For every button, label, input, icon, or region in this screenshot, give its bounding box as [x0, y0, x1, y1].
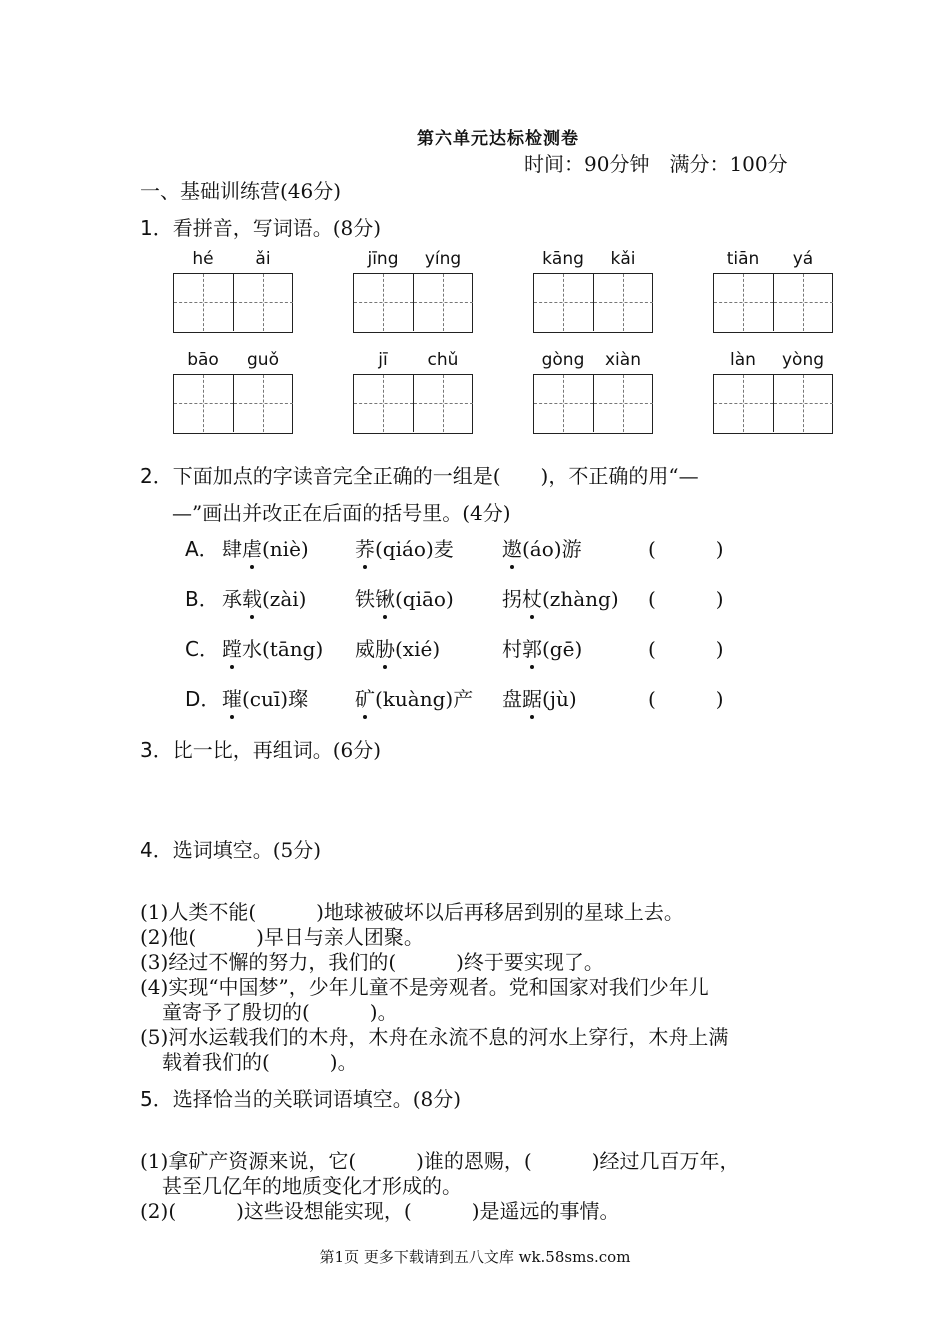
option-word [355, 583, 454, 612]
answer-parentheses[interactable]: ( ) [648, 537, 724, 561]
dotted-char: 蹚 [222, 633, 242, 662]
grid-guide-horizontal [774, 403, 833, 404]
q5-line-1: (1)拿矿产资源来说，它( )谁的恩赐，( )经过几百万年， [140, 1149, 740, 1173]
grid-guide-horizontal [714, 302, 773, 303]
grid-guide-horizontal [174, 302, 233, 303]
q3-number: 3． [140, 738, 173, 762]
word-part: (zài) [262, 587, 307, 611]
word-part: (xié) [395, 637, 441, 661]
pinyin-label: xiàn [605, 350, 641, 370]
grid-guide-horizontal [414, 302, 473, 303]
grid-guide-horizontal [714, 403, 773, 404]
word-part: 水(tāng) [242, 637, 324, 661]
dotted-char: 虐 [242, 533, 262, 562]
option-label: C． [185, 637, 219, 661]
option-word [222, 533, 309, 562]
page-title: 第六单元达标检测卷 [417, 129, 579, 149]
grid-guide-horizontal [354, 302, 413, 303]
pinyin-label: kāng [542, 249, 584, 269]
tianzige-box[interactable] [353, 273, 473, 333]
pinyin-label: jīng [367, 249, 399, 269]
answer-parentheses[interactable]: ( ) [648, 687, 724, 711]
option-word [502, 633, 582, 662]
q1-heading [140, 212, 381, 241]
dotted-char: 荞 [355, 533, 375, 562]
pinyin-label: yá [792, 249, 814, 269]
dotted-char: 遨 [502, 533, 522, 562]
q1-text: 看拼音，写词语。(8分) [172, 216, 382, 240]
answer-parentheses[interactable]: ( ) [648, 637, 724, 661]
grid-guide-horizontal [534, 403, 593, 404]
writing-cell[interactable] [774, 375, 833, 432]
q4-line-2: (2)他( )早日与亲人团聚。 [140, 925, 424, 949]
pinyin-label: bāo [187, 350, 219, 370]
word-part: (zhàng) [542, 587, 619, 611]
word-part: (áo)游 [522, 537, 582, 561]
q2-number: 2． [140, 464, 173, 488]
tianzige-box[interactable] [353, 374, 473, 434]
pinyin-label: tiān [726, 249, 760, 269]
pinyin-label: ǎi [255, 249, 271, 269]
writing-cell[interactable] [234, 375, 293, 432]
dotted-char: 杖 [522, 583, 542, 612]
dotted-char: 胁 [375, 633, 395, 662]
q2-line1 [140, 460, 699, 489]
writing-cell[interactable] [594, 375, 653, 432]
pinyin-label: guǒ [247, 350, 279, 370]
writing-cell[interactable] [174, 375, 234, 432]
writing-cell[interactable] [534, 375, 594, 432]
q2-line2: —”画出并改正在后面的括号里。(4分) [172, 501, 511, 525]
writing-cell[interactable] [774, 274, 833, 331]
section-title: 一、基础训练营(46分) [140, 179, 342, 203]
word-part: (jù) [542, 687, 577, 711]
q4-number: 4． [140, 838, 173, 862]
grid-guide-horizontal [594, 302, 653, 303]
option-word [222, 683, 308, 712]
writing-cell[interactable] [534, 274, 594, 331]
option-label: A． [185, 537, 219, 561]
word-part: 承 [222, 587, 242, 611]
pinyin-label: jī [378, 350, 388, 370]
tianzige-box[interactable] [533, 273, 653, 333]
pinyin-label: làn [730, 350, 756, 370]
dotted-char: 锹 [375, 583, 395, 612]
pinyin-label: chǔ [427, 350, 459, 370]
word-part: (qiáo)麦 [375, 537, 454, 561]
q4-line-6: (5)河水运载我们的木舟，木舟在永流不息的河水上穿行，木舟上满 [140, 1025, 729, 1049]
dotted-char: 载 [242, 583, 262, 612]
q5-line-2: 甚至几亿年的地质变化才形成的。 [162, 1174, 462, 1198]
tianzige-box[interactable] [533, 374, 653, 434]
q5-heading [140, 1083, 461, 1112]
word-part: (cuī)璨 [242, 687, 309, 711]
grid-guide-horizontal [234, 302, 293, 303]
writing-cell[interactable] [594, 274, 653, 331]
option-word [222, 583, 306, 612]
word-part: (gē) [542, 637, 583, 661]
word-part: 村 [502, 637, 522, 661]
answer-parentheses[interactable]: ( ) [648, 587, 724, 611]
pinyin-label: yíng [424, 249, 462, 269]
q5-text: 选择恰当的关联词语填空。(8分) [172, 1087, 462, 1111]
option-word [502, 583, 619, 612]
word-part: 拐 [502, 587, 522, 611]
grid-guide-horizontal [414, 403, 473, 404]
grid-guide-horizontal [174, 403, 233, 404]
pinyin-label: hé [192, 249, 214, 269]
q4-line-4: (4)实现“中国梦”，少年儿童不是旁观者。党和国家对我们少年儿 [140, 975, 709, 999]
writing-cell[interactable] [714, 274, 774, 331]
writing-cell[interactable] [414, 274, 473, 331]
dotted-char: 璀 [222, 683, 242, 712]
q4-line-5: 童寄予了殷切的( )。 [162, 1000, 398, 1024]
dotted-char: 郭 [522, 633, 542, 662]
option-label: D． [185, 687, 221, 711]
page-footer: 第1页 更多下载请到五八文库 wk.58sms.com [319, 1248, 631, 1266]
writing-cell[interactable] [414, 375, 473, 432]
tianzige-box[interactable] [713, 374, 833, 434]
q5-line-3: (2)( )这些设想能实现，( )是遥远的事情。 [140, 1199, 620, 1223]
q3-text: 比一比，再组词。(6分) [172, 738, 382, 762]
pinyin-label: gòng [541, 350, 585, 370]
q5-number: 5． [140, 1087, 173, 1111]
grid-guide-horizontal [354, 403, 413, 404]
writing-cell[interactable] [174, 274, 234, 331]
q3-heading [140, 734, 381, 763]
q4-line-3: (3)经过不懈的努力，我们的( )终于要实现了。 [140, 950, 604, 974]
q4-text: 选词填空。(5分) [172, 838, 322, 862]
dotted-char: 矿 [355, 683, 375, 712]
grid-guide-horizontal [594, 403, 653, 404]
word-part: 铁 [355, 587, 375, 611]
writing-cell[interactable] [354, 274, 414, 331]
option-label: B． [185, 587, 219, 611]
option-word [502, 533, 582, 562]
q4-heading [140, 834, 321, 863]
option-word [222, 633, 323, 662]
tianzige-box[interactable] [713, 273, 833, 333]
word-part: 威 [355, 637, 375, 661]
tianzige-box[interactable] [173, 273, 293, 333]
q4-line-1: (1)人类不能( )地球被破坏以后再移居到别的星球上去。 [140, 900, 684, 924]
word-part: 盘 [502, 687, 522, 711]
writing-cell[interactable] [234, 274, 293, 331]
exam-meta: 时间：90分钟 满分：100分 [524, 152, 788, 176]
q2-text-line1: 下面加点的字读音完全正确的一组是( )，不正确的用“— [172, 464, 699, 488]
writing-cell[interactable] [714, 375, 774, 432]
word-part: 肆 [222, 537, 242, 561]
option-word [355, 533, 454, 562]
q1-number: 1． [140, 216, 173, 240]
word-part: (niè) [262, 537, 309, 561]
option-word [355, 683, 473, 712]
grid-guide-horizontal [534, 302, 593, 303]
writing-cell[interactable] [354, 375, 414, 432]
option-word [355, 633, 440, 662]
word-part: (qiāo) [395, 587, 454, 611]
dotted-char: 踞 [522, 683, 542, 712]
q4-line-7: 载着我们的( )。 [162, 1050, 358, 1074]
word-part: (kuàng)产 [375, 687, 474, 711]
pinyin-label: yòng [781, 350, 825, 370]
grid-guide-horizontal [774, 302, 833, 303]
grid-guide-horizontal [234, 403, 293, 404]
pinyin-label: kǎi [610, 249, 636, 269]
option-word [502, 683, 577, 712]
tianzige-box[interactable] [173, 374, 293, 434]
